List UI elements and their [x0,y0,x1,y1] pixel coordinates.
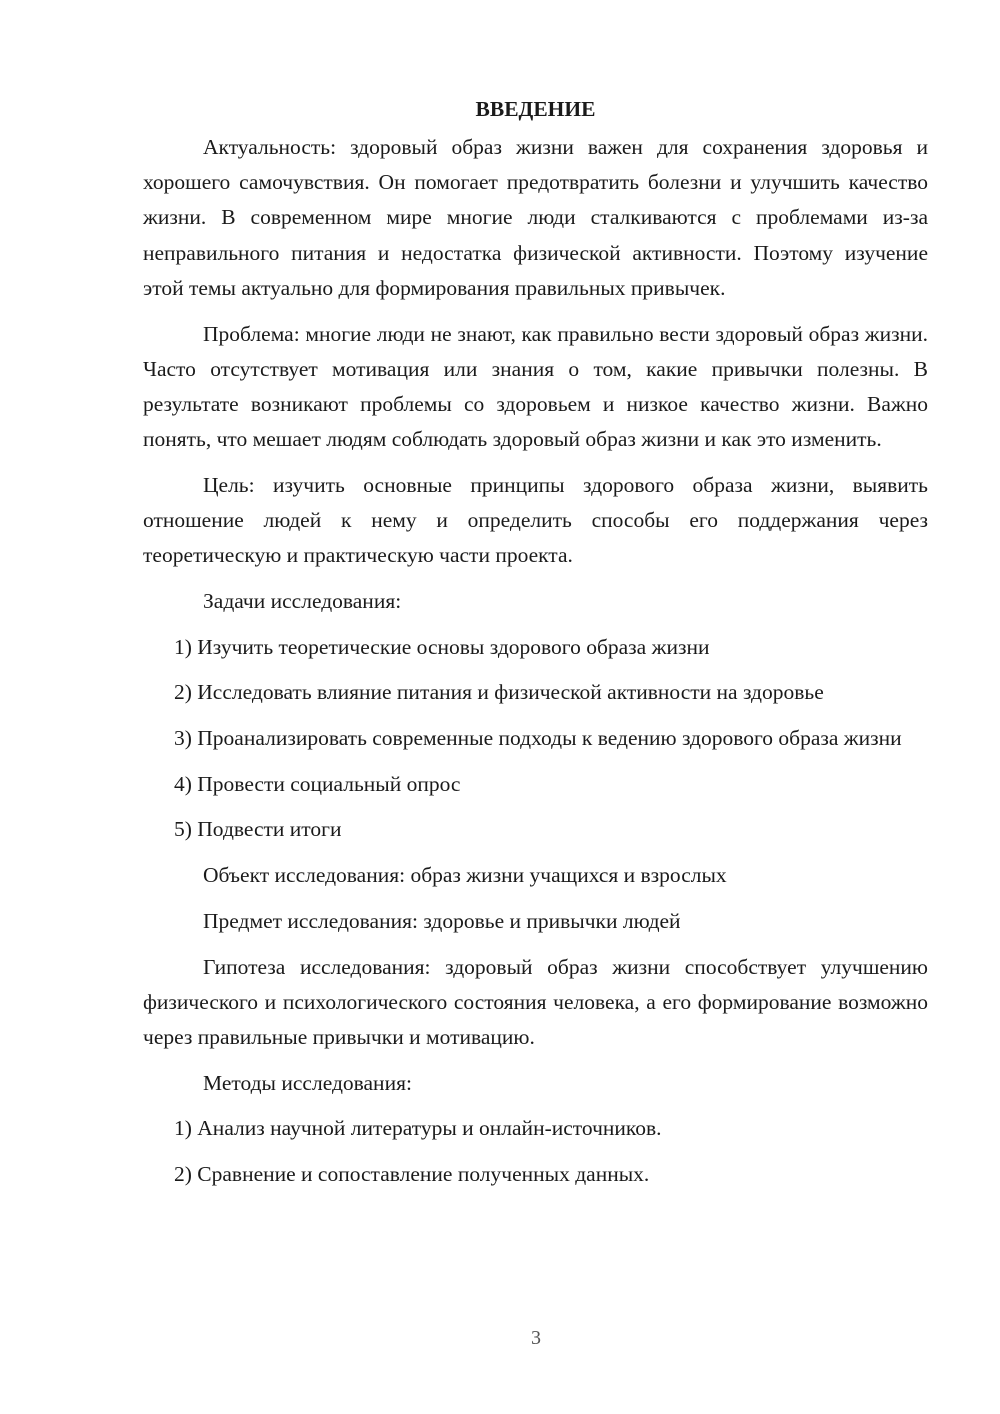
page-number: 3 [531,1327,541,1349]
section-heading: ВВЕДЕНИЕ [475,97,596,121]
method-item-1: 1) Анализ научной литературы и онлайн-источников. [174,1116,662,1141]
task-item-4: 4) Провести социальный опрос [174,771,461,796]
hypothesis-paragraph: Гипотеза исследования: здоровый образ жизни способствует улучшению физического и психологического состояния человека, а его формирование возможно через правильные привычки и мотивацию. [143,954,928,1049]
research-subject: Предмет исследования: здоровье и привычки людей [203,908,681,933]
tasks-title: Задачи исследования: [203,588,402,613]
task-item-3: 3) Проанализировать современные подходы к ведению здорового образа жизни [174,726,902,751]
document-page [143,92,928,1203]
method-item-2: 2) Сравнение и сопоставление полученных данных. [174,1162,650,1187]
research-object: Объект исследования: образ жизни учащихся и взрослых [203,863,727,888]
goal-paragraph: Цель: изучить основные принципы здорового образа жизни, выявить отношение людей к нему и определить способы его поддержания через теоретическую и практическую части проекта. [143,472,928,568]
problem-paragraph: Проблема: многие люди не знают, как правильно вести здоровый образ жизни. Часто отсутствует мотивация или знания о том, какие привычки полезны. В результате возникают проблемы со здоровьем и низкое качество жизни. Важно понять, что мешает людям соблюдать здоровый образ жизни и как это изменить. [143,321,928,452]
task-item-1: 1) Изучить теоретические основы здорового образа жизни [174,634,710,659]
methods-title: Методы исследования: [203,1070,412,1095]
relevance-paragraph: Актуальность: здоровый образ жизни важен для сохранения здоровья и хорошего самочувствия. Он помогает предотвратить болезни и улучшить качество жизни. В современном мире многие люди сталкиваются с проблемами из-за неправильного питания и недостатка физической активности. Поэтому изучение этой темы актуально для формирования правильных привычек. [143,135,928,300]
task-item-5: 5) Подвести итоги [174,817,342,842]
task-item-2: 2) Исследовать влияние питания и физической активности на здоровье [174,680,824,705]
